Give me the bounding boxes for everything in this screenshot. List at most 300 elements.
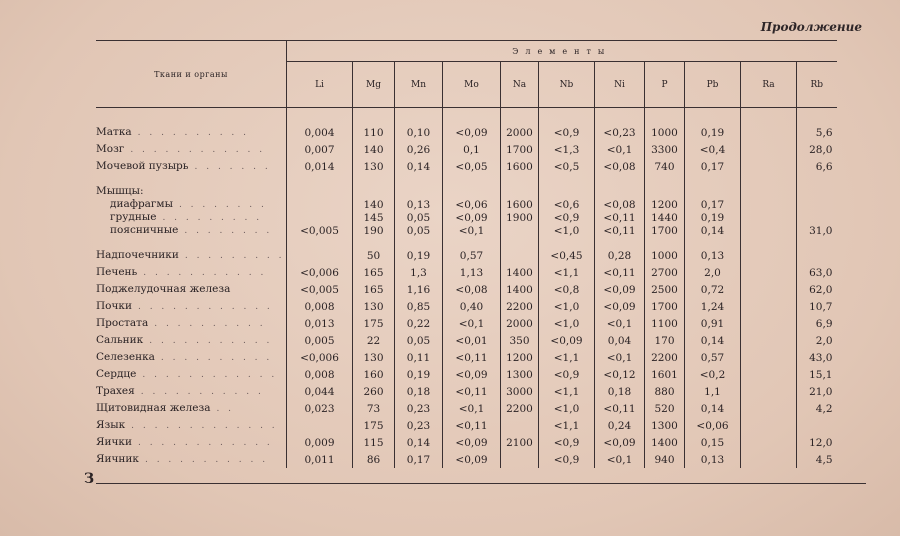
- leader-dots: . . . . . . . . . . . .: [137, 302, 273, 312]
- value-cell-p: 1400: [645, 434, 685, 451]
- value-cell-mn: 0,23: [395, 417, 443, 434]
- value-cell-ra: [741, 298, 797, 315]
- table-row: [96, 298, 837, 315]
- tissue-name: Матка: [96, 126, 132, 138]
- value-cell-mg: 115: [353, 434, 395, 451]
- spacer-cell: [96, 237, 287, 247]
- value-cell-rb: 12,0: [809, 436, 833, 449]
- table-row: [96, 264, 837, 281]
- elements-table: [96, 40, 837, 468]
- tissue-name: Селезенка: [96, 351, 155, 363]
- value-cell-ra: [741, 185, 797, 198]
- value-cell-nb: <0,5: [539, 158, 595, 175]
- spacer-cell: [287, 237, 353, 247]
- value-cell-ra: [741, 281, 797, 298]
- value-cell-na: 1700: [501, 141, 539, 158]
- tissue-name-cell: [96, 298, 287, 315]
- value-cell-ni: <0,09: [595, 298, 645, 315]
- value-cell-pb: 1,24: [685, 298, 741, 315]
- value-cell-mo: <0,09: [443, 366, 501, 383]
- leader-dots: . . . . . . . . . . . .: [137, 438, 273, 448]
- tissue-name: Язык: [96, 419, 126, 431]
- spacer-cell: [501, 237, 539, 247]
- spacer-cell: [685, 175, 741, 185]
- spacer-cell: [741, 108, 797, 125]
- tissue-name-cell: [96, 211, 287, 224]
- value-cell-rb: 31,0: [809, 224, 833, 237]
- tissue-name: Простата: [96, 317, 149, 329]
- value-cell-ni: <0,08: [595, 198, 645, 211]
- value-cell-mn: 0,22: [395, 315, 443, 332]
- leader-dots: . . . . . . . . .: [184, 251, 285, 261]
- spacer-cell: [645, 175, 685, 185]
- spacer-cell: [443, 108, 501, 125]
- value-cell-li: <0,005: [287, 224, 353, 237]
- value-cell-mo: 0,57: [443, 247, 501, 264]
- tissue-name: Яички: [96, 436, 132, 448]
- value-cell-li: 0,014: [287, 158, 353, 175]
- value-cell-ni: <0,11: [595, 211, 645, 224]
- tissue-name: Мышцы:: [96, 185, 144, 197]
- value-cell-nb: <0,6: [539, 198, 595, 211]
- margin-mark: З: [84, 471, 95, 487]
- value-cell-ni: <0,12: [595, 366, 645, 383]
- value-cell-p: 740: [645, 158, 685, 175]
- tissue-name: Трахея: [96, 385, 135, 397]
- value-cell-mg: 130: [353, 158, 395, 175]
- tissue-name-cell: [96, 141, 287, 158]
- value-cell-mn: [395, 185, 443, 198]
- col-header-mo: Mo: [443, 62, 501, 108]
- value-cell-na: 1900: [501, 211, 539, 224]
- value-cell-na: [501, 247, 539, 264]
- value-cell-mo: <0,01: [443, 332, 501, 349]
- value-cell-mg: 86: [353, 451, 395, 468]
- value-cell-p: 940: [645, 451, 685, 468]
- value-cell-mn: 0,14: [395, 158, 443, 175]
- value-cell-mg: 110: [353, 124, 395, 141]
- value-cell-mn: 0,18: [395, 383, 443, 400]
- spacer-cell: [443, 175, 501, 185]
- tissue-name: Мочевой пузырь: [96, 160, 189, 172]
- value-cell-rb: 62,0: [809, 283, 833, 296]
- tissue-name: Почки: [96, 300, 132, 312]
- value-cell-mn: 0,10: [395, 124, 443, 141]
- table-row: [96, 383, 837, 400]
- tissue-name: Сальник: [96, 334, 144, 346]
- table-row: [96, 124, 837, 141]
- spacer-cell: [645, 237, 685, 247]
- spacer-row: [96, 175, 837, 185]
- spacer-cell: [96, 108, 287, 125]
- value-cell-mg: 145: [353, 211, 395, 224]
- value-cell-nb: <1,1: [539, 264, 595, 281]
- value-cell-mn: 0,19: [395, 366, 443, 383]
- value-cell-rb: [797, 198, 837, 211]
- value-cell-pb: <0,2: [685, 366, 741, 383]
- value-cell-mo: <0,09: [443, 434, 501, 451]
- value-cell-rb: 43,0: [809, 351, 833, 364]
- leader-dots: . . . . . . .: [194, 162, 271, 172]
- value-cell-li: 0,009: [287, 434, 353, 451]
- value-cell-na: [501, 185, 539, 198]
- value-cell-mn: 0,05: [395, 332, 443, 349]
- tissue-name: Надпочечники: [96, 249, 179, 261]
- spacer-cell: [685, 108, 741, 125]
- table-row: [96, 281, 837, 298]
- tissue-name-cell: [96, 198, 287, 211]
- leader-dots: . . . . . . . . . . .: [140, 387, 264, 397]
- value-cell-ni: <0,09: [595, 434, 645, 451]
- spacer-row: [96, 237, 837, 247]
- value-cell-mn: 0,13: [395, 198, 443, 211]
- table-row: [96, 247, 837, 264]
- leader-dots: . . . . . . . . . . .: [143, 268, 267, 278]
- value-cell-nb: <0,9: [539, 211, 595, 224]
- value-cell-rb: 4,5: [815, 453, 833, 466]
- value-cell-mg: 130: [353, 298, 395, 315]
- value-cell-li: <0,006: [287, 264, 353, 281]
- spacer-cell: [353, 237, 395, 247]
- tissue-name-cell: [96, 349, 287, 366]
- value-cell-pb: 0,13: [685, 451, 741, 468]
- bottom-rule: [96, 483, 866, 484]
- tissue-name: Сердце: [96, 368, 137, 380]
- spacer-row: [96, 108, 837, 125]
- value-cell-p: 1100: [645, 315, 685, 332]
- spacer-cell: [287, 175, 353, 185]
- tissue-name: Печень: [96, 266, 138, 278]
- col-header-mn: Mn: [395, 62, 443, 108]
- spacer-cell: [539, 108, 595, 125]
- leader-dots: . . . . . . . . . . . . .: [131, 421, 278, 431]
- value-cell-nb: [539, 185, 595, 198]
- value-cell-ni: 0,24: [595, 417, 645, 434]
- tissue-name-cell: [96, 434, 287, 451]
- value-cell-li: 0,023: [287, 400, 353, 417]
- spacer-cell: [395, 175, 443, 185]
- tissue-name-cell: [96, 366, 287, 383]
- table-row: [96, 198, 837, 211]
- value-cell-ni: <0,08: [595, 158, 645, 175]
- value-cell-p: 520: [645, 400, 685, 417]
- value-cell-li: <0,006: [287, 349, 353, 366]
- leader-dots: . . . . . . . . .: [162, 213, 263, 223]
- value-cell-na: [501, 417, 539, 434]
- spacer-cell: [539, 237, 595, 247]
- spacer-cell: [287, 108, 353, 125]
- col-header-pb: Pb: [685, 62, 741, 108]
- spacer-cell: [685, 237, 741, 247]
- table-row: [96, 400, 837, 417]
- value-cell-nb: <0,8: [539, 281, 595, 298]
- value-cell-mg: 165: [353, 281, 395, 298]
- value-cell-nb: <0,9: [539, 434, 595, 451]
- value-cell-pb: 0,17: [685, 198, 741, 211]
- value-cell-mo: <0,09: [443, 124, 501, 141]
- value-cell-mg: 140: [353, 141, 395, 158]
- value-cell-mo: <0,11: [443, 383, 501, 400]
- value-cell-mg: 175: [353, 417, 395, 434]
- tissue-name-cell: [96, 264, 287, 281]
- value-cell-ra: [741, 400, 797, 417]
- value-cell-rb: 4,2: [815, 402, 833, 415]
- value-cell-p: 1700: [645, 224, 685, 237]
- value-cell-na: 1600: [501, 158, 539, 175]
- tissue-name-cell: [96, 124, 287, 141]
- value-cell-ra: [741, 211, 797, 224]
- value-cell-mg: 165: [353, 264, 395, 281]
- table-row: [96, 315, 837, 332]
- tissue-name: Мозг: [96, 143, 125, 155]
- value-cell-pb: 0,17: [685, 158, 741, 175]
- tissue-name-cell: [96, 383, 287, 400]
- value-cell-mo: <0,06: [443, 198, 501, 211]
- value-cell-pb: 0,72: [685, 281, 741, 298]
- value-cell-p: [645, 185, 685, 198]
- col-header-li: Li: [287, 62, 353, 108]
- value-cell-p: 1700: [645, 298, 685, 315]
- value-cell-pb: [685, 185, 741, 198]
- value-cell-mo: <0,1: [443, 400, 501, 417]
- value-cell-pb: 0,91: [685, 315, 741, 332]
- leader-dots: . .: [216, 404, 235, 414]
- value-cell-ni: <0,11: [595, 400, 645, 417]
- value-cell-li: 0,008: [287, 298, 353, 315]
- spacer-cell: [595, 108, 645, 125]
- value-cell-mg: 50: [353, 247, 395, 264]
- value-cell-mn: 0,05: [395, 211, 443, 224]
- leader-dots: . . . . . . . .: [184, 226, 273, 236]
- col-header-ra: Ra: [741, 62, 797, 108]
- value-cell-nb: <1,1: [539, 349, 595, 366]
- value-cell-ra: [741, 451, 797, 468]
- value-cell-na: 2000: [501, 124, 539, 141]
- value-cell-mg: 160: [353, 366, 395, 383]
- value-cell-ni: 0,28: [595, 247, 645, 264]
- value-cell-nb: <0,09: [539, 332, 595, 349]
- value-cell-mo: <0,11: [443, 417, 501, 434]
- spacer-cell: [501, 175, 539, 185]
- value-cell-mg: 140: [353, 198, 395, 211]
- value-cell-p: 880: [645, 383, 685, 400]
- value-cell-na: 2000: [501, 315, 539, 332]
- value-cell-li: 0,013: [287, 315, 353, 332]
- tissue-name: Щитовидная железа: [96, 402, 211, 414]
- value-cell-na: 2100: [501, 434, 539, 451]
- value-cell-li: [287, 211, 353, 224]
- col-header-ni: Ni: [595, 62, 645, 108]
- value-cell-ni: <0,23: [595, 124, 645, 141]
- value-cell-ni: <0,11: [595, 224, 645, 237]
- value-cell-nb: <0,45: [539, 247, 595, 264]
- continuation-label: Продолжение: [760, 20, 862, 34]
- value-cell-mg: 190: [353, 224, 395, 237]
- table-row: [96, 141, 837, 158]
- value-cell-li: 0,011: [287, 451, 353, 468]
- value-cell-pb: <0,4: [685, 141, 741, 158]
- value-cell-ra: [741, 315, 797, 332]
- value-cell-rb: 10,7: [809, 300, 833, 313]
- value-cell-p: 1000: [645, 124, 685, 141]
- table-row: [96, 158, 837, 175]
- table-row: [96, 349, 837, 366]
- table-row: [96, 185, 837, 198]
- value-cell-mn: 0,85: [395, 298, 443, 315]
- value-cell-p: 170: [645, 332, 685, 349]
- value-cell-ra: [741, 224, 797, 237]
- value-cell-na: 2200: [501, 400, 539, 417]
- value-cell-mo: <0,1: [443, 315, 501, 332]
- value-cell-pb: 0,15: [685, 434, 741, 451]
- tissue-name: Поджелудочная железа: [96, 283, 231, 295]
- tissue-name-cell: [96, 281, 287, 298]
- value-cell-mo: <0,09: [443, 451, 501, 468]
- value-cell-mg: 260: [353, 383, 395, 400]
- spacer-cell: [395, 108, 443, 125]
- tissue-name-cell: [96, 400, 287, 417]
- leader-dots: . . . . . . . . . . . .: [142, 370, 278, 380]
- value-cell-ra: [741, 124, 797, 141]
- table-row: [96, 211, 837, 224]
- value-cell-rb: [797, 185, 837, 198]
- value-cell-ra: [741, 349, 797, 366]
- table-row: [96, 417, 837, 434]
- value-cell-ni: <0,1: [595, 349, 645, 366]
- value-cell-li: [287, 185, 353, 198]
- value-cell-nb: <0,9: [539, 451, 595, 468]
- value-cell-rb: [797, 247, 837, 264]
- table-row: [96, 451, 837, 468]
- col-header-p: P: [645, 62, 685, 108]
- value-cell-ni: 0,18: [595, 383, 645, 400]
- value-cell-pb: 0,19: [685, 211, 741, 224]
- value-cell-ra: [741, 417, 797, 434]
- col-header-mg: Mg: [353, 62, 395, 108]
- value-cell-na: 1200: [501, 349, 539, 366]
- value-cell-ra: [741, 198, 797, 211]
- value-cell-mo: 0,1: [443, 141, 501, 158]
- value-cell-rb: 28,0: [809, 143, 833, 156]
- spacer-cell: [595, 175, 645, 185]
- spacer-cell: [797, 175, 837, 185]
- tissue-name-cell: [96, 417, 287, 434]
- spacer-cell: [797, 108, 837, 125]
- spacer-cell: [741, 237, 797, 247]
- value-cell-ra: [741, 383, 797, 400]
- value-cell-nb: <1,0: [539, 298, 595, 315]
- leader-dots: . . . . . . . . . .: [137, 128, 250, 138]
- value-cell-mn: 0,17: [395, 451, 443, 468]
- value-cell-mg: 73: [353, 400, 395, 417]
- tissue-name: грудные: [110, 211, 157, 223]
- value-cell-li: [287, 198, 353, 211]
- value-cell-rb: 15,1: [809, 368, 833, 381]
- value-cell-pb: 0,13: [685, 247, 741, 264]
- value-cell-rb: 21,0: [809, 385, 833, 398]
- value-cell-pb: 0,57: [685, 349, 741, 366]
- value-cell-mn: 1,3: [395, 264, 443, 281]
- spacer-cell: [595, 237, 645, 247]
- value-cell-mg: 130: [353, 349, 395, 366]
- value-cell-na: 1300: [501, 366, 539, 383]
- leader-dots: . . . . . . . . . . . .: [130, 145, 266, 155]
- value-cell-ni: <0,1: [595, 141, 645, 158]
- tissue-name-cell: [96, 224, 287, 237]
- value-cell-ra: [741, 332, 797, 349]
- value-cell-p: 1300: [645, 417, 685, 434]
- value-cell-ra: [741, 264, 797, 281]
- value-cell-rb: 2,0: [815, 334, 833, 347]
- tissue-name-cell: [96, 185, 287, 198]
- value-cell-mo: <0,11: [443, 349, 501, 366]
- value-cell-mg: [353, 185, 395, 198]
- value-cell-nb: <0,9: [539, 124, 595, 141]
- value-cell-li: [287, 417, 353, 434]
- value-cell-mn: 0,05: [395, 224, 443, 237]
- value-cell-na: 1400: [501, 281, 539, 298]
- spacer-cell: [797, 237, 837, 247]
- tissue-name: диафрагмы: [110, 198, 173, 210]
- value-cell-mn: 0,14: [395, 434, 443, 451]
- value-cell-nb: <1,1: [539, 383, 595, 400]
- value-cell-mg: 175: [353, 315, 395, 332]
- elements-header: Элементы: [287, 41, 837, 62]
- value-cell-li: 0,007: [287, 141, 353, 158]
- value-cell-pb: 0,14: [685, 400, 741, 417]
- table-row: [96, 366, 837, 383]
- tissue-name-cell: [96, 247, 287, 264]
- value-cell-mg: 22: [353, 332, 395, 349]
- value-cell-mo: <0,05: [443, 158, 501, 175]
- spacer-cell: [741, 175, 797, 185]
- value-cell-rb: 5,6: [815, 126, 833, 139]
- value-cell-li: <0,005: [287, 281, 353, 298]
- value-cell-pb: 0,14: [685, 224, 741, 237]
- value-cell-nb: <0,9: [539, 366, 595, 383]
- value-cell-ni: <0,11: [595, 264, 645, 281]
- value-cell-p: 2700: [645, 264, 685, 281]
- value-cell-ra: [741, 247, 797, 264]
- value-cell-li: [287, 247, 353, 264]
- value-cell-ni: <0,09: [595, 281, 645, 298]
- value-cell-p: 3300: [645, 141, 685, 158]
- value-cell-na: [501, 451, 539, 468]
- tissue-name-cell: [96, 158, 287, 175]
- col-header-na: Na: [501, 62, 539, 108]
- value-cell-na: 3000: [501, 383, 539, 400]
- value-cell-li: 0,008: [287, 366, 353, 383]
- value-cell-ni: 0,04: [595, 332, 645, 349]
- value-cell-ni: [595, 185, 645, 198]
- value-cell-na: 1600: [501, 198, 539, 211]
- tissue-name: Яичник: [96, 453, 139, 465]
- col-header-rb: Rb: [797, 62, 837, 108]
- tissue-name-cell: [96, 451, 287, 468]
- value-cell-mn: 0,11: [395, 349, 443, 366]
- value-cell-ra: [741, 366, 797, 383]
- value-cell-p: 1200: [645, 198, 685, 211]
- spacer-cell: [443, 237, 501, 247]
- value-cell-p: 2200: [645, 349, 685, 366]
- tissue-name-cell: [96, 332, 287, 349]
- leader-dots: . . . . . . . . . .: [154, 319, 266, 329]
- value-cell-mn: 0,26: [395, 141, 443, 158]
- value-cell-rb: 6,6: [815, 160, 833, 173]
- value-cell-nb: <1,0: [539, 224, 595, 237]
- value-cell-na: 1400: [501, 264, 539, 281]
- spacer-cell: [645, 108, 685, 125]
